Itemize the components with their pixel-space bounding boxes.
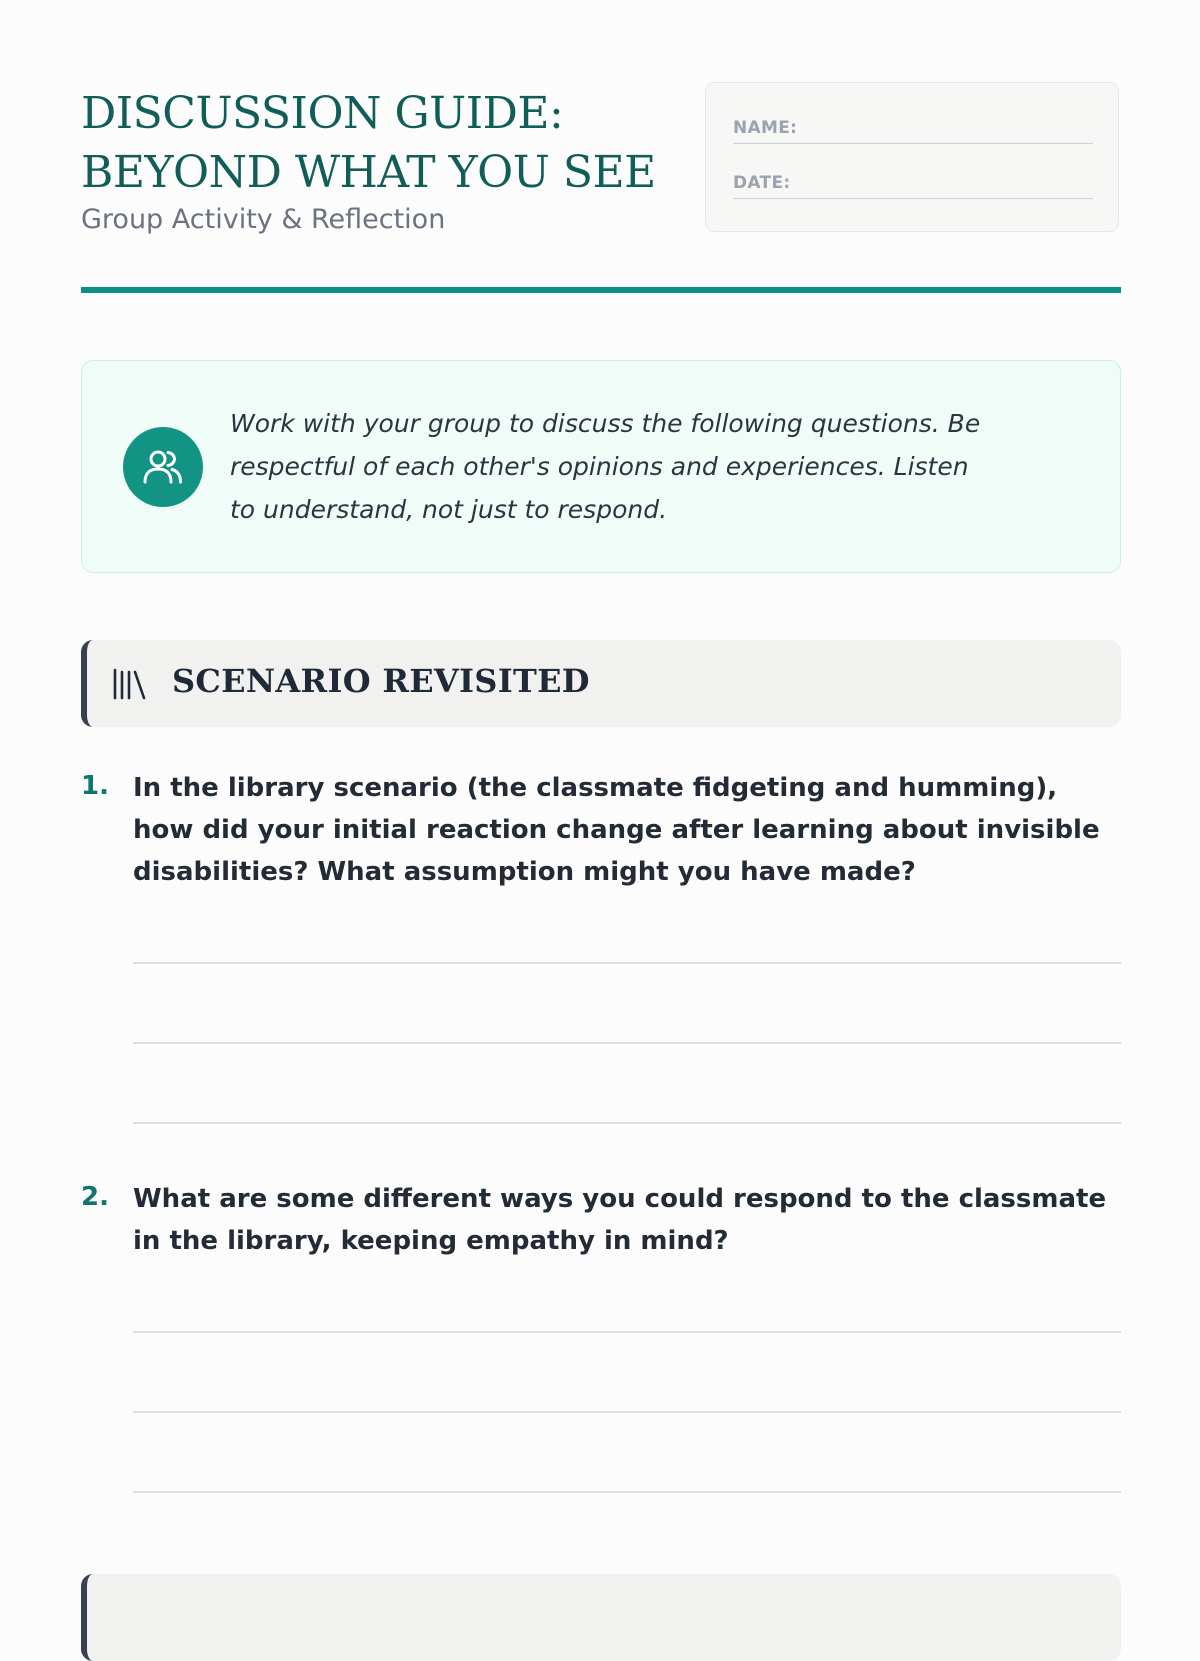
name-label: NAME: — [733, 118, 798, 138]
section-header-scenario — [81, 640, 1121, 727]
instructions-box — [81, 360, 1121, 573]
section-title: SCENARIO REVISITED — [172, 662, 590, 700]
title-line-1: DISCUSSION GUIDE: — [81, 88, 564, 139]
title-line-2: BEYOND WHAT YOU SEE — [81, 147, 656, 198]
header — [81, 84, 1121, 244]
answer-line[interactable] — [133, 1411, 1121, 1413]
page-subtitle: Group Activity & Reflection — [81, 204, 446, 235]
header-divider — [81, 287, 1121, 293]
answer-line[interactable] — [133, 1042, 1121, 1044]
date-field[interactable] — [733, 168, 1093, 199]
question-number: 1. — [81, 771, 109, 801]
answer-line[interactable] — [133, 1491, 1121, 1493]
date-label: DATE: — [733, 173, 791, 193]
answer-line[interactable] — [133, 1331, 1121, 1333]
answer-line[interactable] — [133, 1122, 1121, 1124]
question-text: In the library scenario (the classmate fidgeting and humming), how did your initial reaction change after learning about invisible disabilities? What assumption might you have made? — [133, 773, 1100, 887]
group-icon — [123, 427, 203, 507]
next-section-header — [81, 1574, 1121, 1661]
answer-line[interactable] — [133, 962, 1121, 964]
question-number: 2. — [81, 1182, 109, 1212]
page-title — [81, 84, 656, 202]
name-date-box — [705, 82, 1119, 232]
books-icon — [112, 668, 148, 700]
instructions-text: Work with your group to discuss the following questions. Be respectful of each other's opinions and experiences. Listen to understand, not just to respond. — [230, 409, 981, 524]
question-text: What are some different ways you could respond to the classmate in the library, keeping empathy in mind? — [133, 1184, 1107, 1256]
name-field[interactable] — [733, 113, 1093, 144]
